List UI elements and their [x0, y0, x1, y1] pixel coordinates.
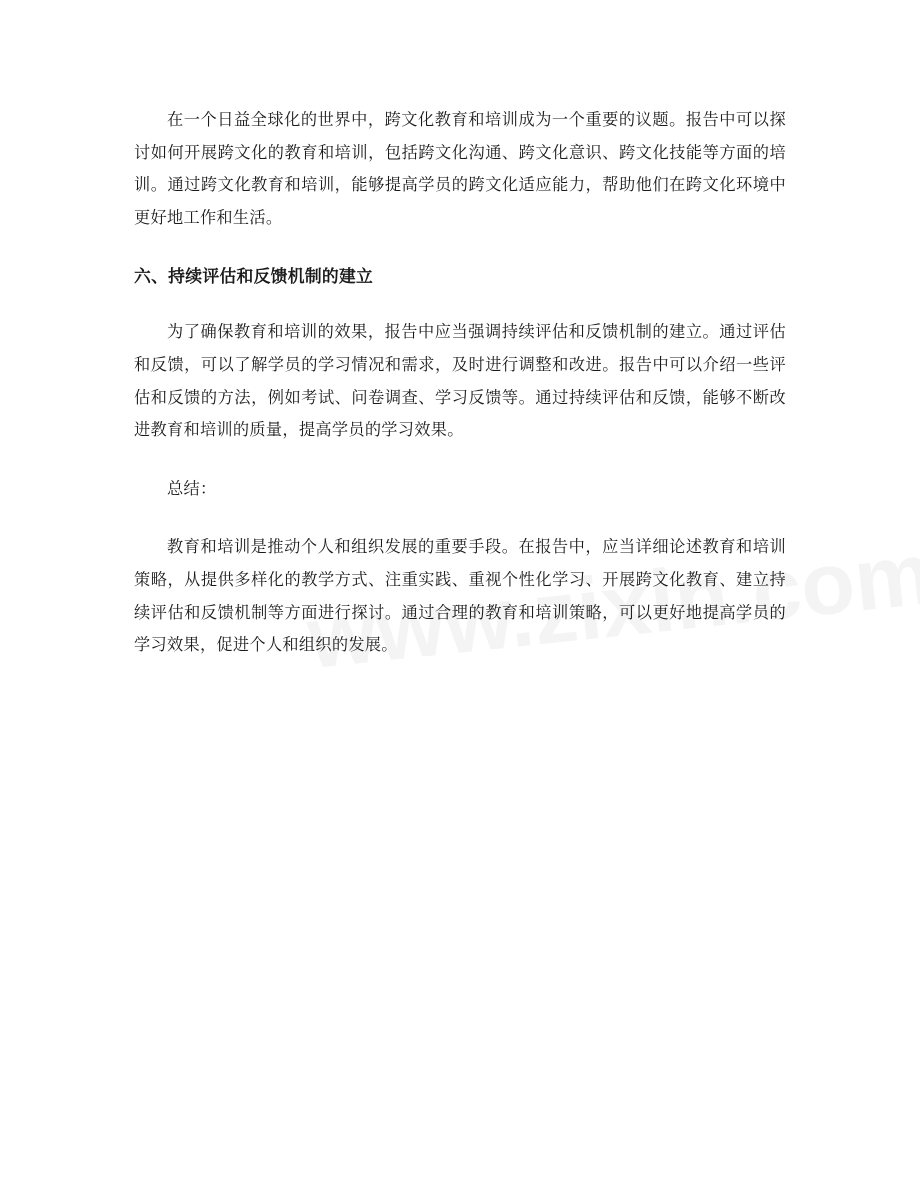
paragraph-evaluation-feedback: 为了确保教育和培训的效果，报告中应当强调持续评估和反馈机制的建立。通过评估和反馈，可以了解学员的学习情况和需求，及时进行调整和改进。报告中可以介绍一些评估和反馈的方法，例如考试、问卷调查、学习反馈等。通过持续评估和反馈，能够不断改进教育和培训的质量，提高学员的学习效果。	[134, 322, 786, 440]
section-heading: 六、持续评估和反馈机制的建立	[134, 266, 374, 287]
document-body	[134, 104, 786, 688]
summary-label: 总结：	[167, 478, 217, 498]
paragraph-cross-cultural: 在一个日益全球化的世界中，跨文化教育和培训成为一个重要的议题。报告中可以探讨如何开展跨文化的教育和培训，包括跨文化沟通、跨文化意识、跨文化技能等方面的培训。通过跨文化教育和培训，能够提高学员的跨文化适应能力，帮助他们在跨文化环境中更好地工作和生活。	[134, 110, 786, 227]
paragraph-summary: 教育和培训是推动个人和组织发展的重要手段。在报告中，应当详细论述教育和培训策略，从提供多样化的教学方式、注重实践、重视个性化学习、开展跨文化教育、建立持续评估和反馈机制等方面进行探讨。通过合理的教育和培训策略，可以更好地提高学员的学习效果，促进个人和组织的发展。	[134, 537, 786, 655]
